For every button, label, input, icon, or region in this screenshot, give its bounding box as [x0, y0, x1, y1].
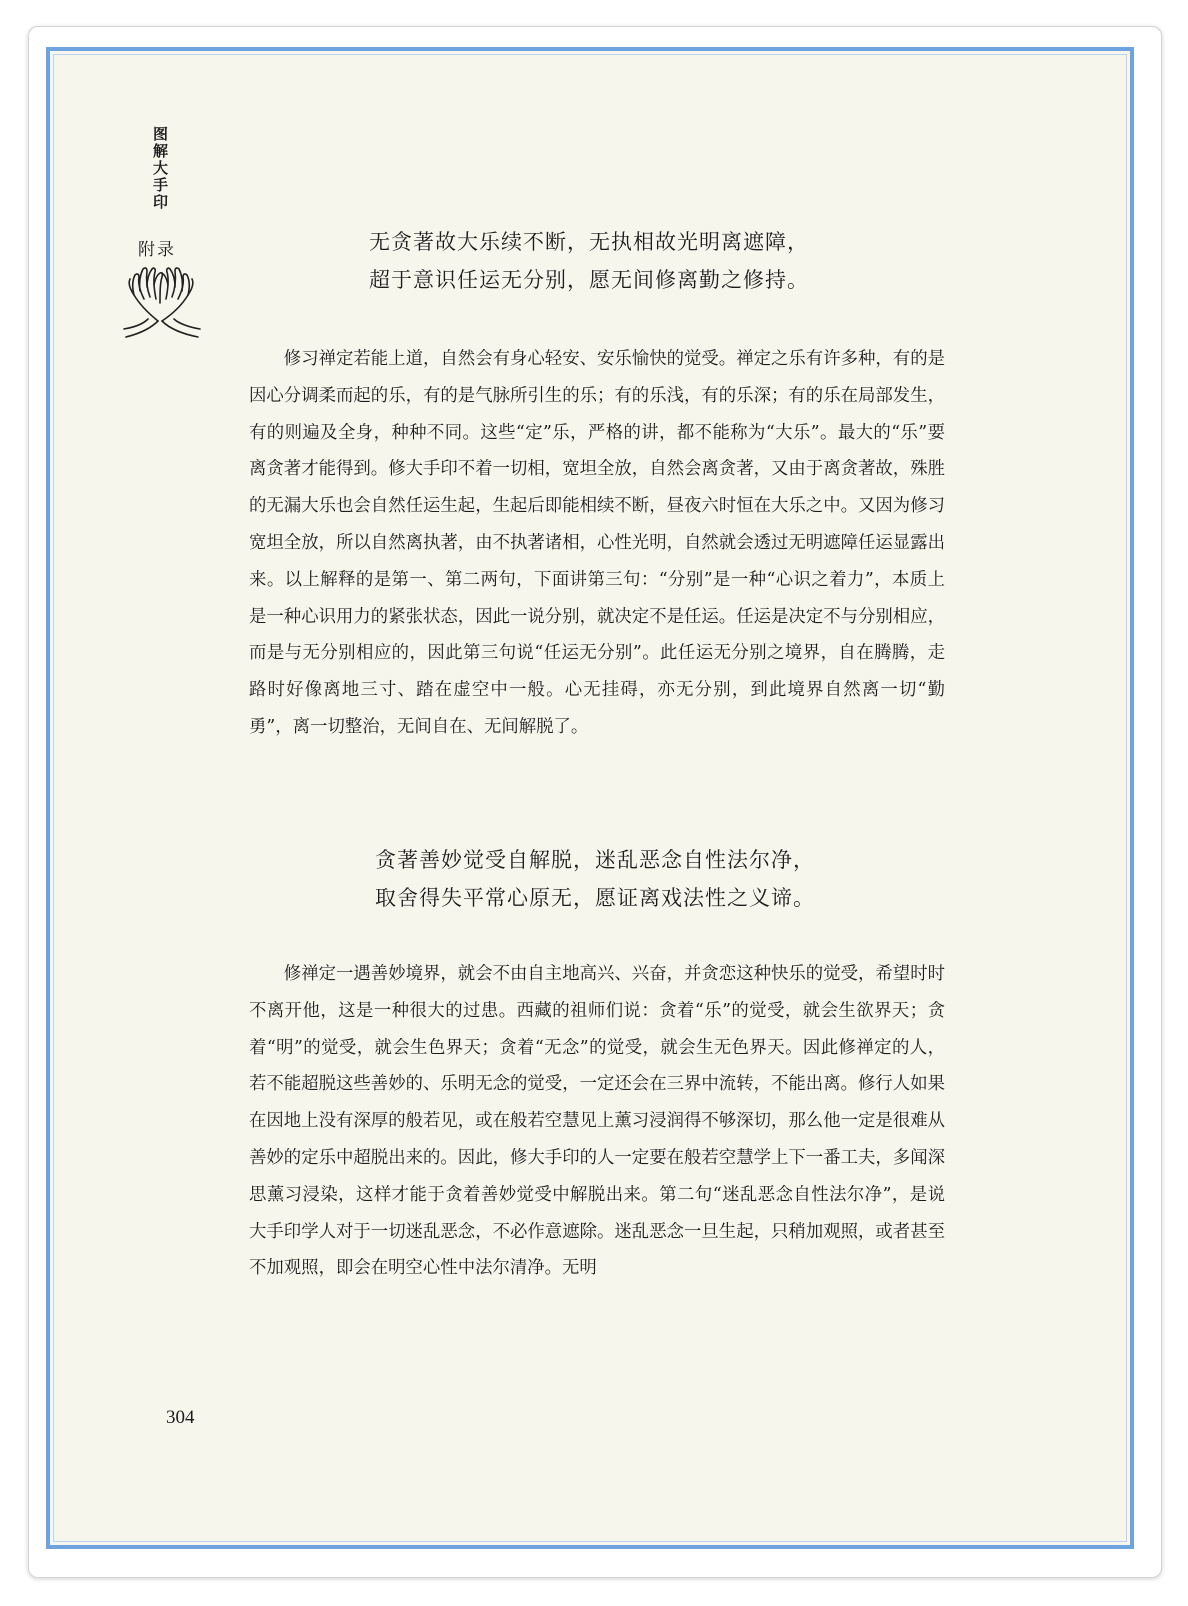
verse-one: [369, 223, 809, 299]
verse-two-line-2: 取舍得失平常心原无，愿证离戏法性之义谛。: [375, 886, 815, 910]
section-label: 附录: [138, 240, 176, 260]
book-page: [50, 51, 1130, 1545]
paragraph-two: 修禅定一遇善妙境界，就会不由自主地高兴、兴奋，并贪恋这种快乐的觉受，希望时时不离开他，这是一种很大的过患。西藏的祖师们说：贪着“乐”的觉受，就会生欲界天；贪着“明”的觉受，就会生色界天；贪着“无念”的觉受，就会生无色界天。因此修禅定的人，若不能超脱这些善妙的、乐明无念的觉受，一定还会在三界中流转，不能出离。修行人如果在因地上没有深厚的般若见，或在般若空慧见上薰习浸润得不够深切，那么他一定是很难从善妙的定乐中超脱出来的。因此，修大手印的人一定要在般若空慧学上下一番工夫，多闻深思薰习浸染，这样才能于贪着善妙觉受中解脱出来。第二句“迷乱恶念自性法尔净”，是说大手印学人对于一切迷乱恶念，不必作意遮除。迷乱恶念一旦生起，只稍加观照，或者甚至不加观照，即会在明空心性中法尔清净。无明: [249, 964, 945, 1279]
page-frame: [46, 47, 1134, 1549]
paragraph-one: 修习禅定若能上道，自然会有身心轻安、安乐愉快的觉受。禅定之乐有许多种，有的是因心分调柔而起的乐，有的是气脉所引生的乐；有的乐浅，有的乐深；有的乐在局部发生，有的则遍及全身，种种不同。这些“定”乐，严格的讲，都不能称为“大乐”。最大的“乐”要离贪著才能得到。修大手印不着一切相，宽坦全放，自然会离贪著，又由于离贪著故，殊胜的无漏大乐也会自然任运生起，生起后即能相续不断，昼夜六时恒在大乐之中。又因为修习宽坦全放，所以自然离执著，由不执著诸相，心性光明，自然就会透过无明遮障任运显露出来。以上解释的是第一、第二两句，下面讲第三句：“分别”是一种“心识之着力”，本质上是一种心识用力的紧张状态，因此一说分别，就决定不是任运。任运是决定不与分别相应，而是与无分别相应的，因此第三句说“任运无分别”。此任运无分别之境界，自在腾腾，走路时好像离地三寸、踏在虚空中一般。心无挂碍，亦无分别，到此境界自然离一切“勤勇”，离一切整治，无间自在、无间解脱了。: [249, 349, 945, 737]
verse-one-line-2: 超于意识任运无分别，愿无间修离勤之修持。: [369, 268, 809, 292]
page-number: 304: [166, 1407, 195, 1428]
verse-two-line-1: 贪著善妙觉受自解脱，迷乱恶念自性法尔净，: [375, 848, 815, 872]
praying-hands-icon: [118, 261, 206, 339]
verse-one-line-1: 无贪著故大乐续不断，无执相故光明离遮障，: [369, 230, 809, 254]
book-title: 图解大手印: [151, 126, 169, 211]
verse-two: [375, 841, 815, 917]
